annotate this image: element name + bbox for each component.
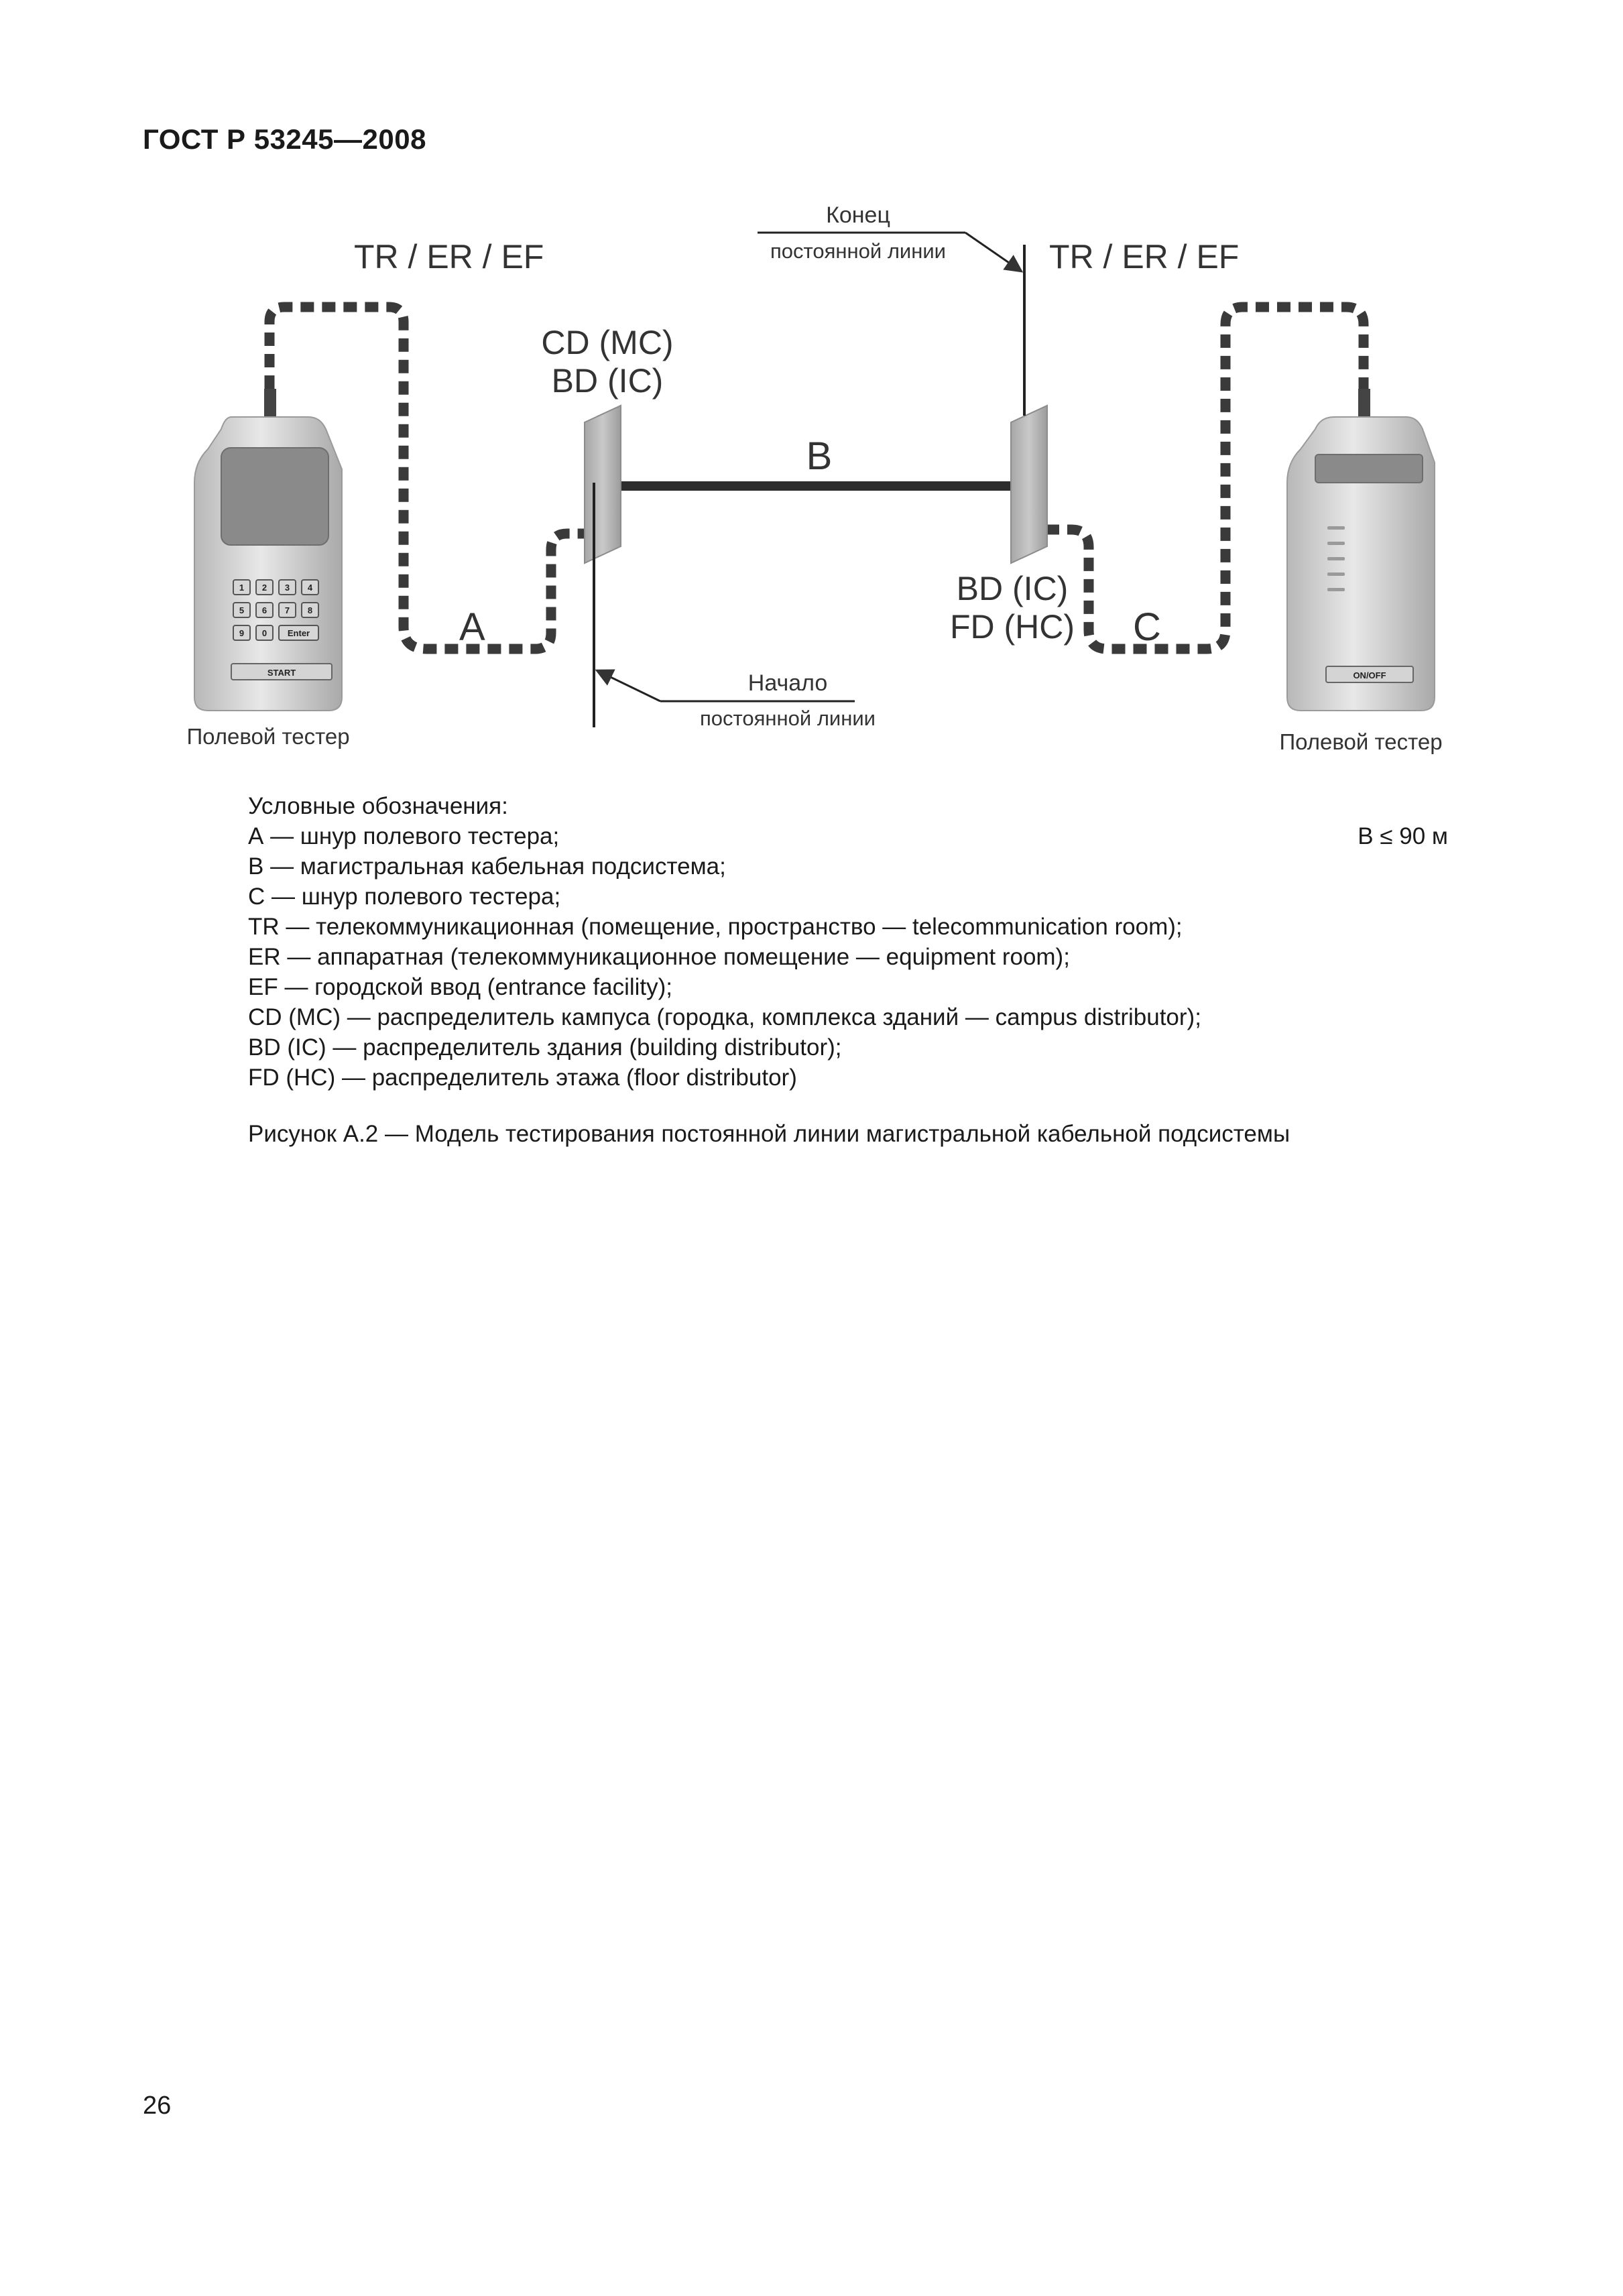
legend-item: С — шнур полевого тестера; — [248, 884, 561, 910]
legend-item: ER — аппаратная (телекоммуникационное помещение — equipment room); — [248, 944, 1070, 970]
right-panel-label-fd: FD (HC) — [949, 608, 1075, 646]
page-number: 26 — [143, 2092, 172, 2120]
left-field-tester — [194, 389, 342, 711]
right-field-tester — [1287, 389, 1435, 711]
keypad-key-label: 8 — [307, 605, 313, 615]
legend-item: EF — городской ввод (entrance facility); — [248, 974, 673, 1000]
legend-item: BD (IC) — распределитель здания (building distributor); — [248, 1034, 842, 1061]
right-patch-panel — [1011, 406, 1047, 563]
keypad-key-label: 3 — [284, 583, 290, 593]
right-tester-display — [1315, 455, 1423, 483]
legend-item: CD (MC) — распределитель кампуса (городка, комплекса зданий — campus distributor); — [248, 1004, 1201, 1030]
legend-item: FD (HC) — распределитель этажа (floor distributor) — [248, 1065, 797, 1091]
document-header: ГОСТ Р 53245—2008 — [143, 123, 426, 155]
cord-c-label: C — [1133, 605, 1161, 649]
keypad-key-label: 0 — [261, 628, 267, 638]
power-button-label: ON/OFF — [1353, 670, 1386, 680]
keypad-key-label: 1 — [239, 583, 245, 593]
end-label-line2: постоянной линии — [770, 239, 946, 263]
keypad-key-label: 6 — [261, 605, 267, 615]
end-label-line1: Конец — [826, 202, 890, 228]
start-label-line1: Начало — [747, 670, 828, 696]
left-tester-label: Полевой тестер — [186, 724, 350, 749]
left-tester-screen — [221, 448, 328, 545]
left-patch-panel — [585, 406, 621, 563]
right-panel-label-bd: BD (IC) — [956, 570, 1069, 607]
right-tester-label: Полевой тестер — [1279, 729, 1443, 754]
figure-caption: Рисунок А.2 — Модель тестирования постоянной линии магистральной кабельной подсистемы — [248, 1121, 1290, 1147]
legend-item: TR — телекоммуникационная (помещение, пространство — telecommunication room); — [248, 914, 1183, 940]
left-panel-label-bd: BD (IC) — [551, 362, 664, 400]
keypad-key-label: 4 — [307, 583, 313, 593]
legend-item-text: А — шнур полевого тестера; — [248, 823, 560, 849]
legend-item: В — магистральная кабельная подсистема; — [248, 853, 726, 880]
left-panel-label-cd: CD (MC) — [541, 324, 674, 361]
keypad-key-label: 9 — [239, 628, 245, 638]
keypad-key-label: 7 — [284, 605, 290, 615]
end-arrow — [965, 233, 1022, 271]
left-room-label: TR / ER / EF — [354, 238, 544, 276]
start-arrow — [597, 670, 660, 701]
cable-b-label: B — [806, 434, 833, 478]
keypad-key-label: 5 — [239, 605, 245, 615]
keypad-key-label: 2 — [261, 583, 267, 593]
start-button-label: START — [267, 668, 296, 678]
test-model-figure — [0, 0, 1623, 771]
keypad-key-label: Enter — [287, 628, 310, 638]
legend-title: Условные обозначения: — [248, 793, 508, 819]
legend-item — [248, 821, 1448, 851]
cord-a-label: A — [459, 605, 485, 649]
start-label-line2: постоянной линии — [700, 707, 876, 730]
legend — [248, 791, 1448, 1093]
length-limit: B ≤ 90 м — [1358, 823, 1448, 849]
right-room-label: TR / ER / EF — [1049, 238, 1240, 276]
